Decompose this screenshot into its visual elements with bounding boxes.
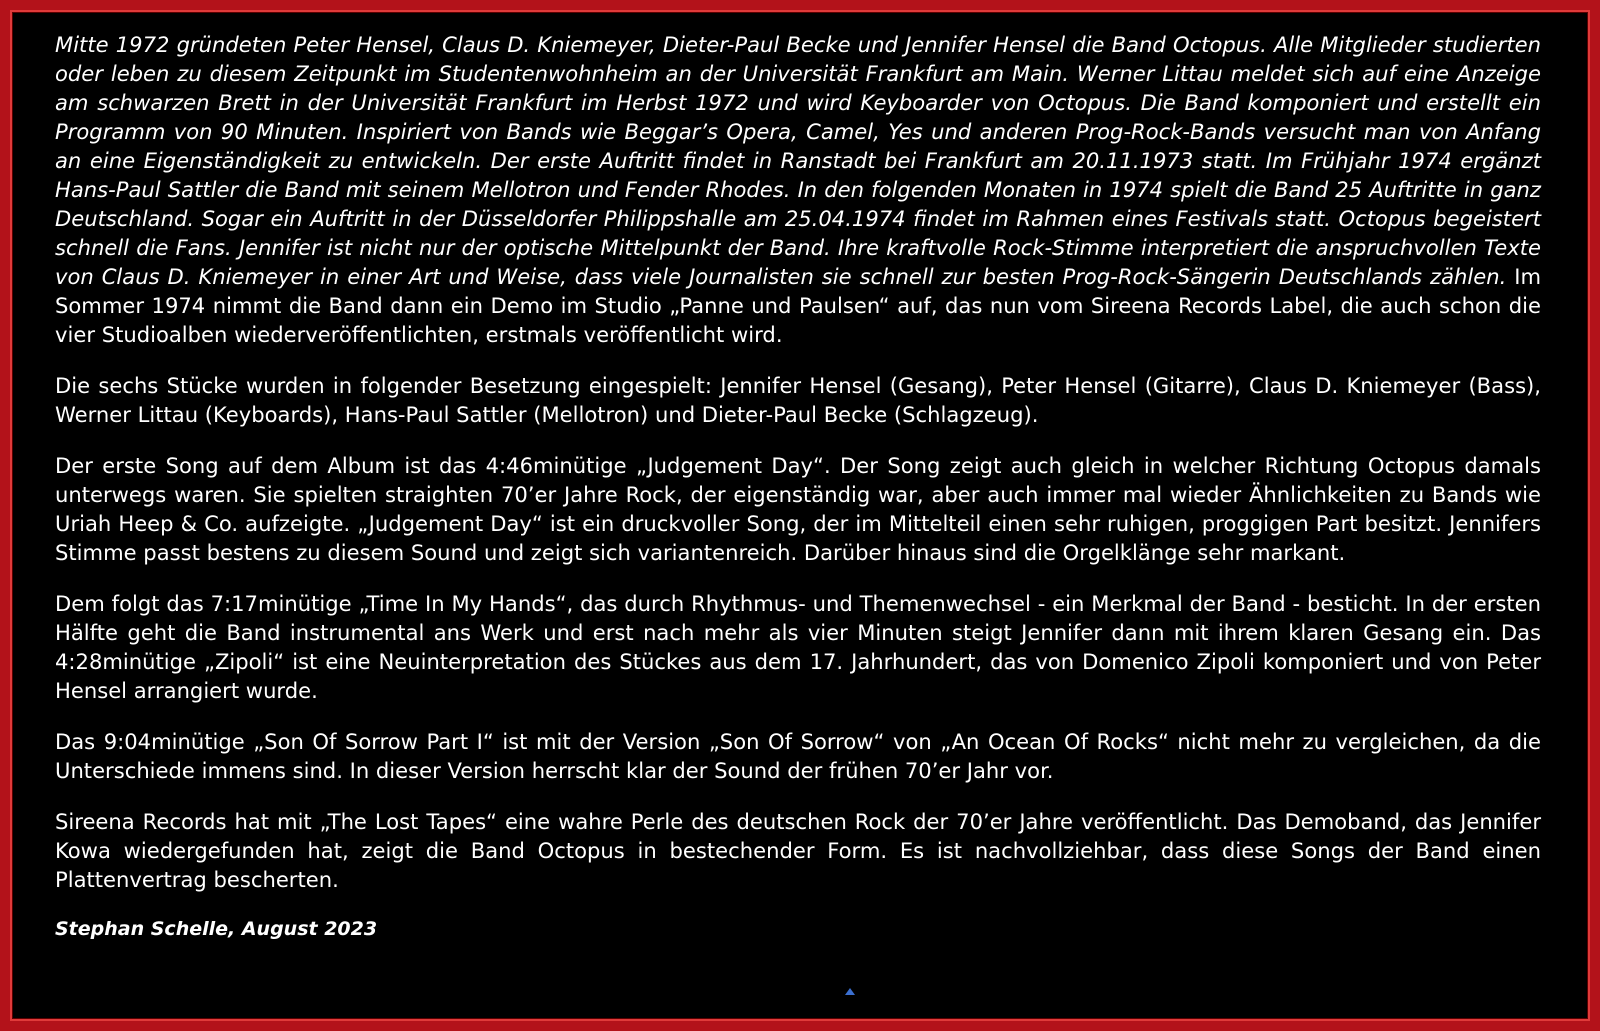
review-article (55, 30, 1541, 942)
review-frame (10, 10, 1590, 1021)
author-signature: Stephan Schelle, August 2023 (55, 918, 378, 940)
cursor-marker-icon (845, 988, 855, 995)
paragraph-judgement-day: Der erste Song auf dem Album ist das 4:46minütige „Judgement Day“. Der Song zeigt auch gleich in welcher Richtung Octopus damals unterwegs waren. Sie spielten straighten 70’er Jahre Rock, der eigenständig war, aber auch immer mal wieder Ähnlichkeiten zu Bands wie Uriah Heep & Co. aufzeigte. „Judgement Day“ ist ein druckvoller Song, der im Mittelteil einen sehr ruhigen, proggigen Part besitzt. Jennifers Stimme passt bestens zu diesem Sound und zeigt sich variantenreich. Darüber hinaus sind die Orgelklänge sehr markant. (55, 453, 1541, 565)
paragraph-band-history-italic: Mitte 1972 gründeten Peter Hensel, Claus D. Kniemeyer, Dieter-Paul Becke und Jennifer Hensel die Band Octopus. Alle Mitglieder studierten oder leben zu diesem Zeitpunkt im Studentenwohnheim an der Universität Frankfurt am Main. Werner Littau meldet sich auf eine Anzeige am schwarzen Brett in der Universität Frankfurt im Herbst 1972 und wird Keyboarder von Octopus. Die Band komponiert und erstellt ein Programm von 90 Minuten. Inspiriert von Bands wie Beggar’s Opera, Camel, Yes und anderen Prog-Rock-Bands versucht man von Anfang an eine Eigenständigkeit zu entwickeln. Der erste Auftritt findet in Ranstadt bei Frankfurt am 20.11.1973 statt. Im Frühjahr 1974 ergänzt Hans-Paul Sattler die Band mit seinem Mellotron und Fender Rhodes. In den folgenden Monaten in 1974 spielt die Band 25 Auftritte in ganz Deutschland. Sogar ein Auftritt in der Düsseldorfer Philippshalle am 25.04.1974 findet im Rahmen eines Festivals statt. Octopus begeistert schnell die Fans. Jennifer ist nicht nur der optische Mittelpunkt der Band. Ihre kraftvolle Rock-Stimme interpretiert die anspruchvollen Texte von Claus D. Kniemeyer in einer Art und Weise, dass viele Journalisten sie schnell zur besten Prog-Rock-Sängerin Deutschlands zählen. (55, 32, 1541, 289)
paragraph-son-of-sorrow: Das 9:04minütige „Son Of Sorrow Part I“ ist mit der Version „Son Of Sorrow“ von „An Ocean Of Rocks“ nicht mehr zu vergleichen, da die Unterschiede immens sind. In dieser Version herrscht klar der Sound der frühen 70’er Jahr vor. (55, 729, 1541, 783)
paragraph-band-history-regular: Im Sommer 1974 nimmt die Band dann ein Demo im Studio „Panne und Paulsen“ auf, das nun vom Sireena Records Label, die auch schon die vier Studioalben wiederveröffentlichten, erstmals veröffentlicht wird. (55, 264, 1541, 347)
paragraph-conclusion: Sireena Records hat mit „The Lost Tapes“ eine wahre Perle des deutschen Rock der 70’er Jahre veröffentlicht. Das Demoband, das Jennifer Kowa wiedergefunden hat, zeigt die Band Octopus in bestechender Form. Es ist nachvollziehbar, dass diese Songs der Band einen Plattenvertrag bescherten. (55, 809, 1541, 892)
paragraph-time-in-my-hands: Dem folgt das 7:17minütige „Time In My Hands“, das durch Rhythmus- und Themenwechsel - ein Merkmal der Band - besticht. In der ersten Hälfte geht die Band instrumental ans Werk und erst nach mehr als vier Minuten steigt Jennifer dann mit ihrem klaren Gesang ein. Das 4:28minütige „Zipoli“ ist eine Neuinterpretation des Stückes aus dem 17. Jahrhundert, das von Domenico Zipoli komponiert und von Peter Hensel arrangiert wurde. (55, 591, 1541, 703)
paragraph-band-history (55, 30, 1541, 349)
paragraph-lineup: Die sechs Stücke wurden in folgender Besetzung eingespielt: Jennifer Hensel (Gesang), Peter Hensel (Gitarre), Claus D. Kniemeyer (Bass), Werner Littau (Keyboards), Hans-Paul Sattler (Mellotron) und Dieter-Paul Becke (Schlagzeug). (55, 373, 1541, 427)
